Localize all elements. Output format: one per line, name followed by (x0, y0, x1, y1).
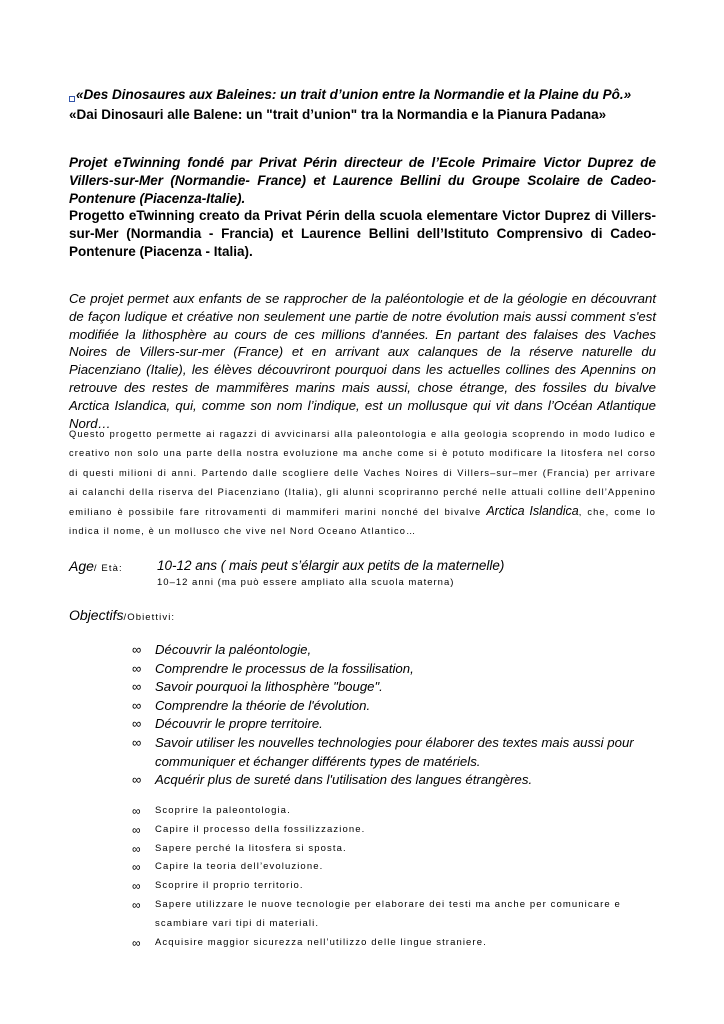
title-italian: «Dai Dinosauri alle Balene: un "trait d’union" tra la Normandia e la Pianura Padana» (69, 107, 607, 122)
list-item (132, 678, 656, 697)
list-item (132, 660, 656, 679)
infinity-bullet-icon: ∞ (132, 716, 142, 732)
list-item (132, 840, 656, 859)
intro-paragraph-french: Ce projet permet aux enfants de se rapprocher de la paléontologie et de la géologie en découvrant de façon ludique et créative non seulement une partie de notre évolution mais aussi comment s'est modifiée la lithosphère au cours de ces millions d'années. En partant des falaises des Vaches Noires de Villers-sur-mer (France) et en arrivant aux calanques de la réserve naturelle du Piacenziano (Italie), les élèves découvriront pourquoi dans les actuelles collines des Apennins on retrouve des restes de mammifères marins mais aussi, chose étrange, des fossiles du bivalve Arctica Islandica, qui, comme son nom l’indique, est un mollusque qui vit dans l’Océan Atlantique Nord… (69, 291, 656, 431)
list-item (132, 734, 656, 771)
list-item (132, 877, 656, 896)
list-item-text: Savoir pourquoi la lithosphère "bouge". (155, 679, 383, 695)
list-item-text: Savoir utiliser les nouvelles technologies pour élaborer des textes mais aussi pour communiquer et échanger différents types de matériels. (155, 734, 634, 769)
list-item (132, 715, 656, 734)
list-item (132, 821, 656, 840)
infinity-bullet-icon: ∞ (132, 935, 141, 950)
list-item-text: Capire il processo della fossilizzazione. (155, 823, 366, 835)
list-item-text: Scoprire il proprio territorio. (155, 880, 304, 892)
project-description-italian: Progetto eTwinning creato da Privat Périn della scuola elementare Victor Duprez di Villers-sur-Mer (Normandia - Francia) et Laurence Bellini dell’Istituto Comprensivo di Cadeo-Pontenure (Piacenza - Italia). (69, 208, 656, 259)
infinity-bullet-icon: ∞ (132, 697, 142, 713)
infinity-bullet-icon: ∞ (132, 660, 142, 676)
objectives-label-italian: /Obiettivi: (123, 612, 176, 623)
project-description-french: Projet eTwinning fondé par Privat Périn directeur de l’Ecole Primaire Victor Duprez de Villers-sur-Mer (Normandie- France) et Laurence Bellini du Groupe Scolaire de Cadeo-Pontenure (Piacenza-Italie). (69, 155, 656, 206)
list-item (132, 934, 656, 953)
list-item-text: Scoprire la paleontologia. (155, 805, 291, 816)
title-french-text: «Des Dinosaures aux Baleines: un trait d’union entre la Normandie et la Plaine du Pô.» (76, 87, 632, 102)
age-value-italian: 10–12 anni (ma può essere ampliato alla scuola materna) (157, 577, 455, 588)
infinity-bullet-icon: ∞ (132, 642, 142, 657)
infinity-bullet-icon: ∞ (132, 860, 141, 875)
list-item-text: Comprendre le processus de la fossilisation, (155, 660, 414, 676)
list-item-text: Acquisire maggior sicurezza nell’utilizzo delle lingue straniere. (155, 936, 487, 948)
list-item-text: Capire la teoria dell’evoluzione. (155, 861, 324, 873)
objectives-label: Objectifs (69, 607, 124, 623)
list-item (132, 641, 656, 660)
infinity-bullet-icon: ∞ (132, 734, 142, 750)
list-item-text: Découvrir la paléontologie, (155, 642, 312, 657)
list-item (132, 802, 656, 821)
infinity-bullet-icon: ∞ (132, 679, 142, 695)
infinity-bullet-icon: ∞ (132, 841, 141, 856)
infinity-bullet-icon: ∞ (132, 804, 141, 818)
list-item-text: Comprendre la théorie de l'évolution. (155, 697, 371, 713)
infinity-bullet-icon: ∞ (132, 879, 141, 894)
list-item-text: Sapere perché la litosfera si sposta. (155, 842, 347, 854)
objectives-list-french (132, 641, 656, 790)
objectives-list-italian (132, 802, 656, 952)
intro-italian-species: Arctica Islandica (486, 504, 579, 519)
age-label: Age (69, 558, 94, 574)
anchor-marker-icon (69, 96, 75, 102)
objectives-heading (69, 606, 656, 627)
intro-italian-part1: Questo progetto permette ai ragazzi di avvicinarsi alla paleontologia e alla geologia scoprendo in modo ludico e creativo non solo una parte della nostra evoluzione ma anche come si è potuto modificare la litosfera nel corso di questi milioni di anni. Partendo dalle scogliere delle Vaches Noires di Villers–sur–mer (Francia) per arrivare ai calanchi della riserva del Piacenziano (Italia), gli alunni scopriranno perché nelle attuali colline dell’Appenino emiliano è possibile fare ritrovamenti di mammiferi marini nonché del bivalve (69, 429, 656, 518)
list-item-text: Découvrir le propre territoire. (155, 716, 323, 732)
age-value-french: 10-12 ans ( mais peut s’élargir aux petits de la maternelle) (157, 558, 505, 573)
infinity-bullet-icon: ∞ (132, 897, 141, 912)
list-item (132, 697, 656, 716)
infinity-bullet-icon: ∞ (132, 772, 142, 788)
age-row (69, 557, 656, 578)
list-item (132, 858, 656, 877)
age-label-italian: / Età: (93, 563, 123, 574)
infinity-bullet-icon: ∞ (132, 822, 141, 837)
list-item (132, 771, 656, 790)
list-item (132, 896, 656, 934)
list-item-text: Acquérir plus de sureté dans l'utilisation des langues étrangères. (155, 772, 533, 788)
title-french (69, 86, 656, 103)
intro-italian-part2: , che, come lo indica il nome, è un mollusco che vive nel Nord Oceano Atlantico… (69, 507, 656, 537)
list-item-text: Sapere utilizzare le nuove tecnologie per elaborare dei testi ma anche per comunicare e scambiare vari tipi di materiali. (155, 898, 621, 929)
intro-paragraph-italian (69, 425, 656, 542)
